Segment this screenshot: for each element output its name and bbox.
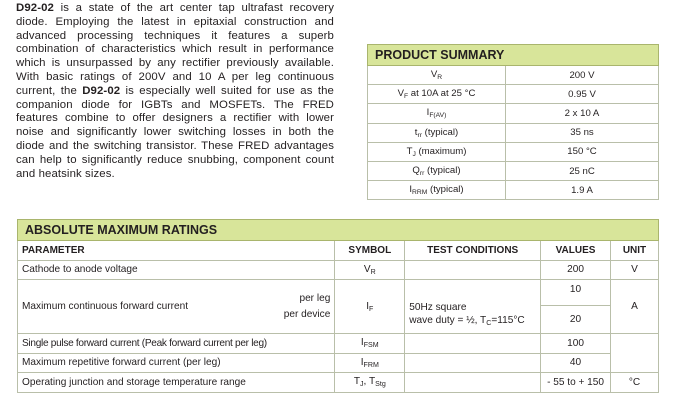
summary-row [368,181,659,200]
col-parameter: PARAMETER [18,241,335,261]
summary-param: $t_{rr}$ (typical) [368,123,506,142]
summary-param: $Q_{rr}$ (typical) [368,161,506,180]
summary-row [368,123,659,142]
summary-value: 200 V [506,66,659,85]
amr-header [18,220,659,241]
amr-row-single-pulse [18,334,659,354]
forward-param-label: Maximum continuous forward current [22,301,189,312]
intro-text-1: is a state of the art center tap ultrafast recovery diode. Employing the latest in epitaxial construction and advanced processing techniques it features a superb combination of characteristics which result in performance which is unsurpassed by any rectifier previously available. With basic ratings of 200V and 10 A per leg continuous current, the [16,2,334,97]
summary-param: $I_{RRM}$ (typical) [368,181,506,200]
conditions-cell [405,353,541,373]
per-leg-label: per leg [299,292,331,304]
conditions-cell [405,260,541,280]
absolute-maximum-ratings-table [17,219,659,393]
summary-row [368,85,659,104]
param-cell [18,280,335,334]
conditions-cell: 50Hz square wave duty = ½, $T_C=115^\circ C$ [405,280,541,334]
summary-row [368,66,659,85]
summary-value: 25 nC [506,161,659,180]
conditions-cell [405,373,541,393]
amr-column-headers [18,241,659,261]
amr-row-cathode [18,260,659,280]
intro-paragraph [16,2,334,181]
part-number: D92-02 [16,2,54,14]
summary-row [368,161,659,180]
unit-cell: A [611,280,659,334]
value-cell: 100 [541,334,611,354]
summary-param: $I_{F(AV)}$ [368,104,506,123]
summary-row [368,142,659,161]
unit-cell [611,334,659,373]
value-cell: - 55 to + 150 [541,373,611,393]
value-cell-per-leg: 10 [541,280,611,306]
symbol-cell: $T_J$, $T_{Stg}$ [335,373,405,393]
param-cell: Maximum repetitive forward current (per leg) [18,353,335,373]
intro-text-2: is especially well suited for use as the companion diode for IGBTs and MOSFETs. The FRED features combine to offer designers a rectifier with lower noise and significantly lower switching losses in both the diode and the switching transistor. These FRED advantages can help to significantly reduce snubbing, component count and heatsink sizes. [16,84,334,180]
amr-title: ABSOLUTE MAXIMUM RATINGS [18,220,659,241]
col-symbol: SYMBOL [335,241,405,261]
param-cell: Single pulse forward current (Peak forward current per leg) [18,334,335,354]
value-cell: 200 [541,260,611,280]
summary-value: 150 °C [506,142,659,161]
summary-param: $V_F$ at 10A at 25 °C [368,85,506,104]
value-cell: 40 [541,353,611,373]
product-summary-header [368,45,659,66]
conditions-cell [405,334,541,354]
summary-value: 0.95 V [506,85,659,104]
param-cell: Operating junction and storage temperature range [18,373,335,393]
amr-row-repetitive [18,353,659,373]
summary-param: $T_J$ (maximum) [368,142,506,161]
summary-row [368,104,659,123]
symbol-cell: $I_F$ [335,280,405,334]
col-unit: UNIT [611,241,659,261]
symbol-cell: $I_{FRM}$ [335,353,405,373]
summary-value: 2 x 10 A [506,104,659,123]
value-cell-per-device: 20 [541,306,611,334]
amr-row-temperature [18,373,659,393]
summary-param: $V_R$ [368,66,506,85]
product-summary-table [367,44,659,200]
product-summary-title: PRODUCT SUMMARY [368,45,659,66]
part-number-inline: D92-02 [82,84,121,97]
unit-cell: °C [611,373,659,393]
per-device-label: per device [283,308,331,320]
col-values: VALUES [541,241,611,261]
param-cell: Cathode to anode voltage [18,260,335,280]
symbol-cell: $I_{FSM}$ [335,334,405,354]
symbol-cell: $V_R$ [335,260,405,280]
col-test-conditions: TEST CONDITIONS [405,241,541,261]
summary-value: 1.9 A [506,181,659,200]
amr-row-forward-1 [18,280,659,306]
unit-cell: V [611,260,659,280]
summary-value: 35 ns [506,123,659,142]
